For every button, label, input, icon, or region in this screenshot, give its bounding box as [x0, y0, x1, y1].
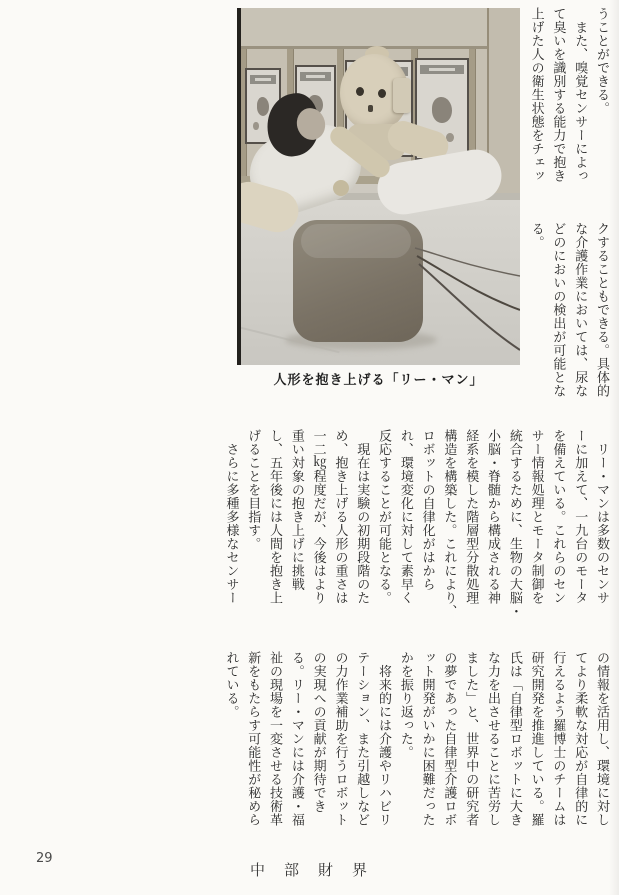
text-column: 祉の現場を一変させる技術革 — [267, 651, 283, 827]
text-column: れ、環境変化に対して素早く — [397, 429, 413, 605]
text-column: 小脳・脊髄から構成される神 — [485, 429, 501, 605]
text-column: 統合するために、生物の大脳・ — [506, 429, 522, 618]
text-column: な介護作業においては、尿な — [572, 222, 588, 398]
text-column: の夢であった自律型介護ロボ — [441, 651, 457, 827]
photo-caption: 人形を抱き上げる「リー・マン」 — [273, 373, 484, 388]
text-column: を備えている。これらのセン — [550, 429, 566, 605]
text-column: ット開発がいかに困難だった — [419, 651, 435, 827]
text-column: て臭いを識別する能力で抱き — [550, 7, 566, 183]
text-column: 反応することが可能となる。 — [376, 429, 392, 605]
text-column: し、五年後には人間を抱き上 — [267, 429, 283, 605]
text-column: さらに多種多様なセンサー — [223, 429, 239, 605]
photo-riman-robot — [237, 8, 520, 365]
article-band-1 — [525, 7, 612, 184]
text-column: ました」と、世界中の研究者 — [463, 651, 479, 827]
text-column: サー情報処理とモータ制御を — [528, 429, 544, 605]
text-column: る。 — [528, 222, 544, 249]
text-column: る。リー・マンには介護・福 — [288, 651, 304, 827]
power-cables-icon — [237, 8, 520, 365]
journal-running-title: 中 部 財 界 — [249, 861, 369, 879]
text-column: 上げた人の衛生状態をチェッ — [528, 7, 544, 183]
text-column: かを振り返った。 — [397, 651, 413, 759]
text-column: ーに加えて、一九台のモータ — [572, 429, 588, 605]
text-column: め、抱き上げる人形の重さは — [332, 429, 348, 605]
photo-left-edge-bar — [237, 8, 241, 365]
text-column: 現在は実験の初期段階のた — [354, 429, 370, 605]
text-column: 構造を構築した。これにより、 — [441, 429, 457, 618]
article-band-3 — [220, 429, 612, 618]
text-column: な力を出させることに苦労し — [485, 651, 501, 827]
page-number: 29 — [36, 851, 53, 866]
text-column: リー・マンは多数のセンサ — [594, 429, 609, 605]
text-column: げることを目指す。 — [245, 429, 261, 551]
text-column: テーション、また引越しなど — [354, 651, 370, 827]
text-column: 研究開発を推進している。羅 — [528, 651, 544, 827]
text-column: の実現への貢献が期待でき — [310, 651, 326, 813]
text-column: ロボットの自律化がはから — [419, 429, 435, 591]
text-column: うことができる。 — [594, 7, 609, 115]
text-column: 将来的には介護やリハビリ — [376, 651, 392, 827]
text-column: れている。 — [223, 651, 239, 719]
text-column: 行えるよう羅博士のチームは — [550, 651, 566, 827]
page-edge-shading — [609, 0, 619, 895]
text-column: の情報を活用し、環境に対し — [594, 651, 609, 827]
text-column: クすることもできる。具体的 — [594, 222, 609, 398]
text-column: 新をもたらす可能性が秘めら — [245, 651, 261, 827]
text-column: 氏は「自律型ロボットに大き — [506, 651, 522, 827]
text-column: の力作業補助を行うロボット — [332, 651, 348, 827]
text-column: 一二㎏程度だが、今後はより — [310, 429, 326, 605]
text-column: 重い対象の抱き上げに挑戦 — [288, 429, 304, 591]
text-column: 経系を模した階層型分散処理 — [463, 429, 479, 605]
text-column: てより柔軟な対応が自律的に — [572, 651, 588, 827]
text-column: どのにおいの検出が可能とな — [550, 222, 566, 398]
article-band-2 — [525, 222, 612, 399]
article-band-4 — [220, 651, 612, 829]
text-column: また、嗅覚センサーによっ — [572, 7, 588, 183]
